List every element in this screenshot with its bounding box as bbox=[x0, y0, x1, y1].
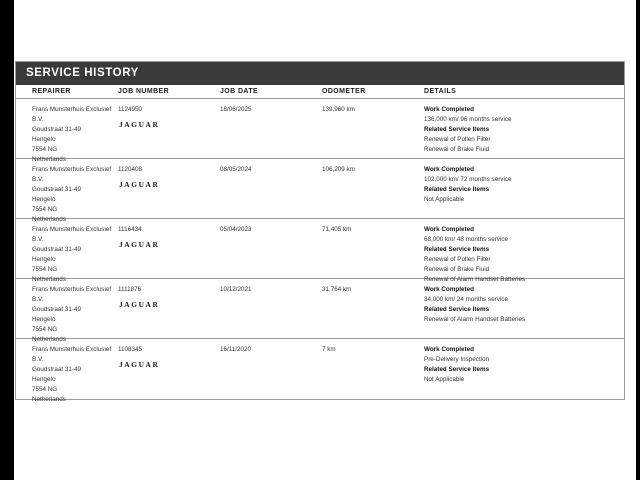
jaguar-logo: JAGUAR bbox=[119, 120, 160, 129]
jaguar-logo: JAGUAR bbox=[119, 240, 160, 249]
details-cell: Work Completed 102,000 km/ 72 months service Related Service Items Not Applicable bbox=[424, 166, 512, 203]
table-row bbox=[16, 99, 624, 163]
odometer-cell: 106,209 km bbox=[322, 166, 355, 173]
details-cell: Work Completed Pre-Delivery Inspection Related Service Items Not Applicable bbox=[424, 346, 490, 383]
left-frame-bar bbox=[0, 0, 14, 480]
odometer-cell: 7 km bbox=[322, 346, 336, 353]
details-cell: Work Completed 136,000 km/ 96 months service Related Service Items Renewal of Pollen Filter Renewal of Brake Fluid bbox=[424, 106, 512, 153]
repairer-cell: Frans Munsterhuis Exclusief B.V. Goudstraat 31-49 Hengelo 7554 NG Netherlands bbox=[32, 226, 112, 283]
details-cell: Work Completed 34,000 km/ 24 months service Related Service Items Renewal of Alarm Handset Batteries bbox=[424, 286, 526, 323]
header-repairer: REPAIRER bbox=[32, 88, 71, 95]
header-job-date: JOB DATE bbox=[220, 88, 259, 95]
header-job-number: JOB NUMBER bbox=[118, 88, 170, 95]
repairer-cell: Frans Munsterhuis Exclusief B.V. Goudstraat 31-49 Hengelo 7554 NG Netherlands bbox=[32, 286, 112, 343]
jaguar-logo: JAGUAR bbox=[119, 360, 160, 369]
table-row bbox=[16, 339, 624, 403]
header-odometer: ODOMETER bbox=[322, 88, 366, 95]
header-details: DETAILS bbox=[424, 88, 457, 95]
repairer-cell: Frans Munsterhuis Exclusief B.V. Goudstraat 31-49 Hengelo 7554 NG Netherlands bbox=[32, 346, 112, 403]
details-cell: Work Completed 68,000 km/ 48 months service Related Service Items Renewal of Pollen Filter Renewal of Brake Fluid Renewal of Alarm Handset Batteries bbox=[424, 226, 526, 283]
table-row bbox=[16, 279, 624, 343]
jaguar-logo: JAGUAR bbox=[119, 180, 160, 189]
odometer-cell: 139,960 km bbox=[322, 106, 355, 113]
job-date-cell: 18/06/2025 bbox=[220, 106, 252, 113]
repairer-cell: Frans Munsterhuis Exclusief B.V. Goudstraat 31-49 Hengelo 7554 NG Netherlands bbox=[32, 106, 112, 163]
job-number-cell: 1111876 JAGUAR bbox=[118, 285, 220, 338]
table-header bbox=[16, 85, 624, 99]
table-row bbox=[16, 159, 624, 223]
odometer-cell: 31,764 km bbox=[322, 286, 352, 293]
jaguar-logo: JAGUAR bbox=[119, 300, 160, 309]
job-date-cell: 05/04/2023 bbox=[220, 226, 252, 233]
repairer-cell: Frans Munsterhuis Exclusief B.V. Goudstraat 31-49 Hengelo 7554 NG Netherlands bbox=[32, 166, 112, 223]
job-number-cell: 1120408 JAGUAR bbox=[118, 165, 220, 218]
job-date-cell: 16/11/2020 bbox=[220, 346, 252, 353]
document-page bbox=[14, 0, 636, 480]
service-history-table bbox=[15, 61, 625, 403]
job-date-cell: 10/12/2021 bbox=[220, 286, 252, 293]
table-row bbox=[16, 219, 624, 283]
job-number-cell: 1116434 JAGUAR bbox=[118, 225, 220, 278]
odometer-cell: 71,405 km bbox=[322, 226, 352, 233]
right-frame-bar bbox=[636, 0, 640, 480]
job-number-cell: 1124950 JAGUAR bbox=[118, 105, 220, 158]
job-date-cell: 08/05/2024 bbox=[220, 166, 252, 173]
section-title: SERVICE HISTORY bbox=[16, 62, 624, 85]
job-number-cell: 1108345 JAGUAR bbox=[118, 345, 220, 399]
